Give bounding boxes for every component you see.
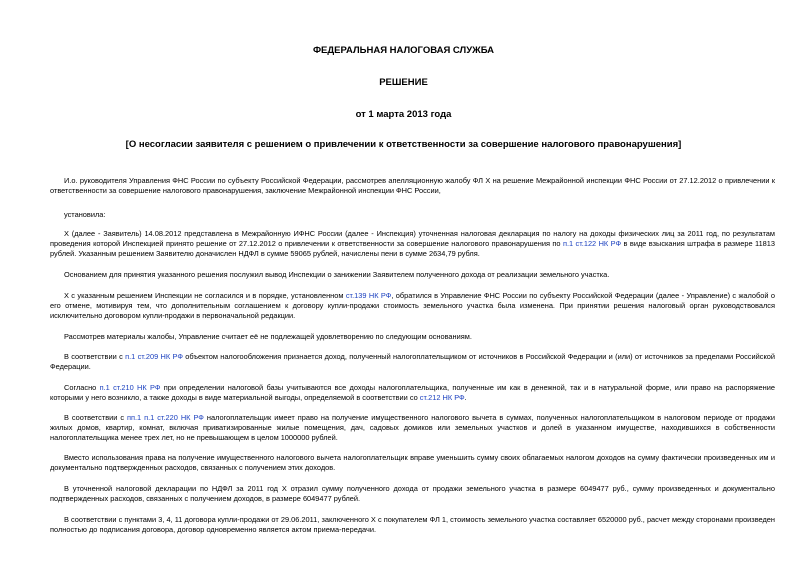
paragraph-declaration: [50, 229, 775, 259]
law-link-art210[interactable]: п.1 ст.210 НК РФ: [99, 383, 161, 392]
paragraph-review: Рассмотрев материалы жалобы, Управление считает её не подлежащей удовлетворению по следующим основаниям.: [64, 332, 472, 341]
paragraph-text: налогоплательщик имеет право на получение имущественного налогового вычета в суммах, полученных налогоплательщиком в налоговом периоде от продажи жилых домов, квартир, комнат, включая приватизированные жилые помещения, дач, садовых домиков или земельных участков и долей в указанном имуществе, находившихся в собственности налогоплательщика менее трех лет, но не превышающем в целом 1000000 рублей.: [50, 413, 775, 442]
paragraph-intro: И.о. руководителя Управления ФНС России по субъекту Российской Федерации, рассмотрев апелляционную жалобу ФЛ Х на решение Межрайонной инспекции ФНС России от 27.12.2012 о привлечении к ответственности за совершение налогового правонарушения, заключение Межрайонной инспекции ФНС России,: [50, 176, 775, 195]
paragraph-text: Х (далее - Заявитель) 14.08.2012 представлена в Межрайонную ИФНС России (далее - Инспекция) уточненная налоговая декларация по налогу на доходы физических лиц за 2011 год, по результатам проведения которой Инспекцией принято решение от 27.12.2012 о привлечении к ответственности за совершение налогового правонарушения по: [50, 229, 775, 248]
law-link-art209[interactable]: п.1 ст.209 НК РФ: [125, 352, 183, 361]
paragraph-text: В соответствии с: [64, 352, 126, 361]
agency-title: ФЕДЕРАЛЬНАЯ НАЛОГОВАЯ СЛУЖБА: [312, 45, 495, 56]
paragraph-text: .: [464, 393, 467, 402]
law-link-art212[interactable]: ст.212 НК РФ: [419, 393, 465, 402]
paragraph-text: Согласно: [64, 383, 100, 392]
paragraph-art209: [50, 352, 775, 372]
paragraph-contract: В соответствии с пунктами 3, 4, 11 договора купли-продажи от 29.06.2011, заключенного Х с покупателем ФЛ 1, стоимость земельного участка составляет 6520000 руб., расчет между сторонами произведен полностью до подписания договора, договор одновременно является актом приема-передачи.: [50, 515, 775, 534]
paragraph-basis: Основанием для принятия указанного решения послужил вывод Инспекции о занижении Заявителем полученного дохода от реализации земельного участка.: [64, 270, 610, 279]
document-subject: [О несогласии заявителя с решением о привлечении к ответственности за совершение налогового правонарушения]: [125, 139, 682, 150]
paragraph-art220: [50, 413, 775, 443]
paragraph-text: объектом налогообложения признается доход, полученный налогоплательщиком от источников в Российской Федерации и (или) от источников за пределами Российской Федерации.: [50, 352, 775, 371]
law-link-art139[interactable]: ст.139 НК РФ: [345, 291, 392, 300]
paragraph-text: в виде взыскания штрафа в размере 11813 рублей. Указанным решением Заявителю доначислен НДФЛ в сумме 59065 рублей, начислены пени в сумме 2634,79 рубля.: [50, 239, 776, 258]
paragraph-text: Х с указанным решением Инспекции не согласился и в порядке, установленном: [64, 291, 346, 300]
law-link-art122[interactable]: п.1 ст.122 НК РФ: [562, 239, 622, 248]
paragraph-text: при определении налоговой базы учитываются все доходы налогоплательщика, полученные им как в денежной, так и в натуральной форме, или право на распоряжение которыми у него возникло, а также доходы в виде материальной выгоды, определяемой в соответствии со: [50, 383, 775, 402]
paragraph-art210: [50, 383, 775, 403]
paragraph-text: , обратился в Управление ФНС России по субъекту Российской Федерации (далее - Управление) с жалобой о его отмене, мотивируя тем, что дополнительным соглашением к договору купли-продажи стоимость земельного участка была изменена. При принятии решения налоговый орган руководствовался исключительно договором купли-продажи в первоначальной редакции.: [50, 291, 776, 320]
paragraph-expenses: Вместо использования права на получение имущественного налогового вычета налогоплательщик вправе уменьшить сумму своих облагаемых налогом доходов на сумму фактически произведенных им и документально подтвержденных расходов, связанных с получением этих доходов.: [50, 453, 775, 472]
document-date: от 1 марта 2013 года: [355, 109, 452, 120]
law-link-art220[interactable]: пп.1 п.1 ст.220 НК РФ: [127, 413, 204, 422]
document-type: РЕШЕНИЕ: [379, 77, 428, 88]
paragraph-appeal: [50, 291, 775, 321]
paragraph-established: установила:: [64, 210, 106, 219]
paragraph-declared-income: В уточненной налоговой декларации по НДФЛ за 2011 год Х отразил сумму полученного дохода от продажи земельного участка в размере 6049477 руб., сумму произведенных и документально подтвержденных расходов, связанных с получением доходов, в размере 6049477 рублей.: [50, 484, 775, 503]
paragraph-text: В соответствии с: [64, 413, 127, 422]
